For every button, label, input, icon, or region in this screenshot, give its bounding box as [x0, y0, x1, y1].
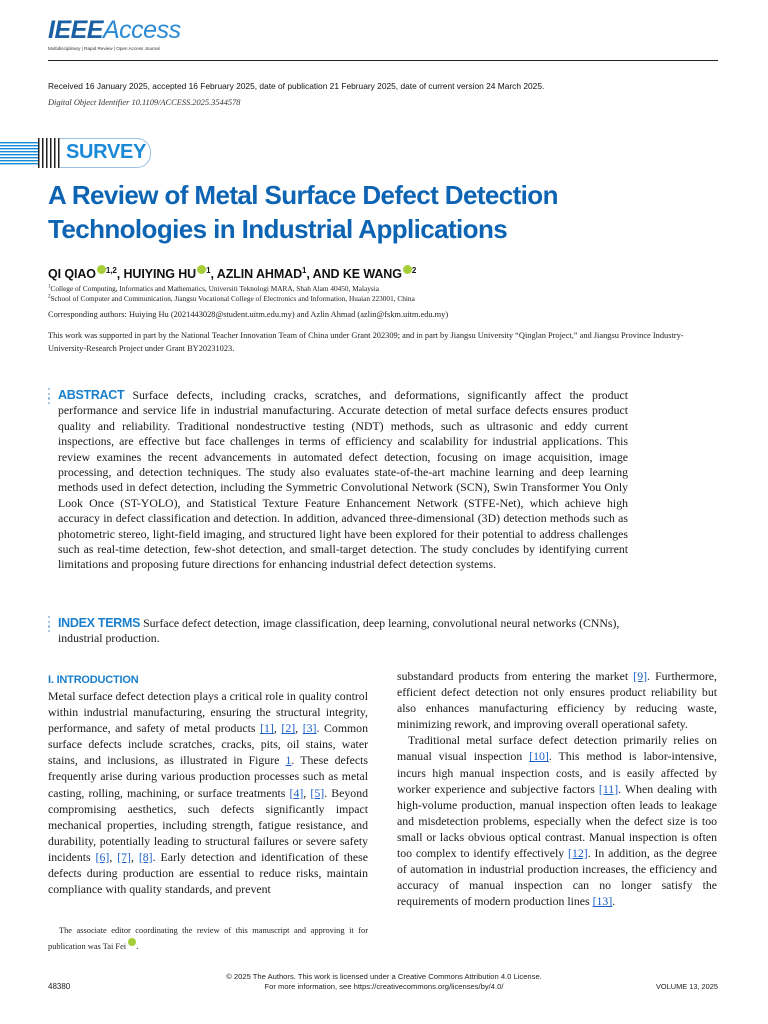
logo-access: Access — [102, 16, 181, 44]
license-url-line[interactable]: For more information, see https://creativecommons.org/licenses/by/4.0/ — [264, 982, 504, 991]
orcid-icon[interactable] — [197, 265, 206, 274]
body-text: , — [273, 721, 282, 736]
paper-title: A Review of Metal Surface Defect Detection Technologies in Industrial Applications — [48, 180, 558, 244]
body-paragraph — [397, 732, 717, 909]
survey-stripes-graphic — [0, 136, 62, 170]
body-text: , — [295, 721, 303, 736]
body-text: , — [303, 785, 311, 800]
body-text: . — [612, 894, 616, 909]
body-left-column — [48, 688, 368, 897]
citation-link[interactable]: [3] — [302, 721, 317, 736]
body-text: . Furthermore, efficient defect detection not only ensures product reliability but also enhances manufacturing efficiency by reducing waste, minimizing rework, and improving overall operational safety. — [397, 669, 717, 732]
affiliation-text: School of Computer and Communication, Jiangsu Vocational College of Electronics and Information, Huaian 223001, China — [50, 294, 415, 303]
affiliation-number: 2 — [48, 294, 51, 300]
index-terms-text: Surface defect detection, image classification, deep learning, convolutional neural networks (CNNs), industrial production. — [58, 616, 620, 646]
citation-link[interactable]: [9] — [633, 669, 648, 683]
orcid-icon[interactable] — [403, 265, 412, 274]
funding-statement: This work was supported in part by the National Teacher Innovation Team of China under Grant 202309; and in part by Jiangsu University “Qinglan Project,” and Jiangsu Province Industry-University-Research Project under Grant BY20231023. — [48, 331, 684, 353]
citation-link[interactable]: [11] — [598, 781, 619, 796]
doi-line: Digital Object Identifier 10.1109/ACCESS.2025.3544578 — [48, 98, 241, 107]
body-paragraph — [48, 688, 368, 897]
citation-link[interactable]: [4] — [289, 785, 304, 800]
volume-label: VOLUME 13, 2025 — [655, 982, 718, 991]
header-rule — [48, 60, 718, 61]
affiliation-number: 1 — [48, 284, 51, 290]
author-name: AZLIN AHMAD — [216, 267, 303, 281]
citation-link[interactable]: [13] — [592, 894, 613, 909]
author-list — [48, 265, 416, 281]
body-text: . When dealing with high-volume production, manual inspection often leads to leakage and misdetection problems, especially when the defect size is too small or lacks obvious optical contrast. Manual inspection is often too complex to identify effectively — [397, 781, 717, 861]
footnote-body: The associate editor coordinating the review of this manuscript and approving it for publication was Tai Fei — [48, 926, 368, 951]
author-name: QI QIAO — [48, 267, 96, 281]
author-affiliation-mark: 1 — [302, 265, 307, 275]
body-text: . These defects frequently arise during various production processes such as metal casting, rolling, machining, or surface treatments — [48, 753, 368, 800]
author-name: KE WANG — [342, 267, 402, 281]
author-name: HUIYING HU — [123, 267, 197, 281]
body-right-column — [397, 668, 717, 909]
citation-link[interactable]: [6] — [95, 849, 110, 864]
citation-link[interactable]: [2] — [281, 721, 296, 736]
section-badge: SURVEY — [66, 141, 147, 163]
orcid-icon[interactable] — [128, 938, 136, 946]
author-separator: , — [116, 267, 124, 281]
body-text: , — [130, 849, 139, 864]
body-text: Metal surface defect detection plays a critical role in quality control within industrial manufacturing, ensuring the structural integrity, performance, and safety of metal products — [48, 689, 368, 736]
citation-link[interactable]: [8] — [138, 849, 153, 864]
body-text: , — [109, 849, 118, 864]
body-text: substandard products from entering the market — [397, 669, 634, 683]
abstract-dots-decoration — [48, 388, 52, 406]
citation-link[interactable]: [1] — [260, 721, 274, 736]
abstract-text: Surface defects, including cracks, scratches, and deformations, significantly affect the product performance and service life in industrial manufacturing. Accurate detection of metal surface defects ensures product quality and reliability. Traditional nondestructive testing (NDT) methods, such as ultrasonic and eddy current inspections, are effective but face challenges in terms of efficiency and scalability for industrial applications. This review examines the recent advancements in automated defect detection, focusing on image acquisition, image processing, and detection techniques. The study also evaluates state-of-the-art machine learning and deep learning methods used in defect detection, including the Symmetric Convolutional Network (SCN), Swin Transformer You Only Look Once (ST-YOLO), and Statistical Texture Feature Enhancement Network (STFE-Net), which achieve high accuracy in defect classification and detection. In addition, advanced three-dimensional (3D) detection methods such as photometric stereo, light-field imaging, and structured light have been explored for their potential to address challenges such as real-time detection, few-shot detection, and small-target detection. The study concludes by identifying current limitations and proposing future directions for enhancing industrial defect detection systems. — [58, 388, 628, 572]
affiliation-2 — [48, 294, 415, 303]
license-line: © 2025 The Authors. This work is licensed under a Creative Commons Attribution 4.0 License. — [226, 972, 542, 981]
footnote-text: The associate editor coordinating the review of this manuscript and approving it for publication was Tai Fei . — [48, 926, 368, 951]
author-separator: , AND — [306, 267, 343, 281]
page-number: 48380 — [48, 982, 71, 991]
body-text: . Common surface defects include scratches, cracks, pits, oil stains, water stains, and inclusions, as illustrated in Figure — [48, 721, 368, 768]
received-dates: Received 16 January 2025, accepted 16 February 2025, date of publication 21 February 2025, date of current version 24 March 2025. — [48, 81, 545, 91]
body-text: Traditional metal surface defect detection primarily relies on manual visual inspection — [397, 733, 717, 764]
citation-link[interactable]: [12] — [568, 846, 588, 861]
body-text: . Beyond compromising aesthetics, such defects significantly impact mechanical properties, including strength, fatigue resistance, and durability, potentially leading to structural failures or severe safety incidents — [48, 785, 368, 864]
abstract-label: ABSTRACT — [58, 388, 125, 402]
index-terms — [58, 616, 628, 647]
index-terms-dots-decoration — [48, 616, 52, 634]
section-heading: I. INTRODUCTION — [48, 674, 139, 686]
citation-link[interactable]: [5] — [310, 785, 325, 800]
affiliation-text: College of Computing, Informatics and Mathematics, Universiti Teknologi MARA, Shah Alam 40450, Malaysia — [50, 284, 379, 293]
body-text: . In addition, as the degree of automation in industrial production increases, the efficiency and accuracy of manual inspection can no longer satisfy the requirements of modern production lines — [397, 846, 717, 909]
body-paragraph — [397, 668, 717, 732]
author-affiliation-mark: 1 — [206, 265, 211, 275]
logo-ieee: IEEE — [48, 16, 103, 44]
abstract — [58, 388, 628, 573]
author-affiliation-mark: 2 — [411, 265, 417, 275]
index-terms-label: INDEX TERMS — [58, 616, 141, 630]
corresponding-authors: Corresponding authors: Huiying Hu (2021443028@student.uitm.edu.my) and Azlin Ahmad (azlin@fskm.uitm.edu.my) — [48, 310, 449, 319]
author-affiliation-mark: 1,2 — [105, 265, 117, 275]
orcid-icon[interactable] — [97, 265, 106, 274]
citation-link[interactable]: [7] — [117, 849, 131, 864]
journal-logo — [48, 16, 181, 45]
figure-link[interactable]: 1 — [285, 753, 292, 768]
body-text: . Early detection and identification of these defects during production are essential to reduce risks, maintain compliance with quality standards, and prevent — [48, 849, 368, 897]
author-separator: , — [210, 267, 217, 281]
journal-tagline: Multidisciplinary | Rapid Review | Open Access Journal — [48, 46, 160, 51]
affiliation-1 — [48, 284, 379, 293]
citation-link[interactable]: [10] — [529, 749, 549, 764]
body-text: . This method is labor-intensive, incurs high manual inspection costs, and is easily affected by worker experience and subjective factors — [397, 749, 717, 796]
editor-footnote — [48, 924, 368, 954]
